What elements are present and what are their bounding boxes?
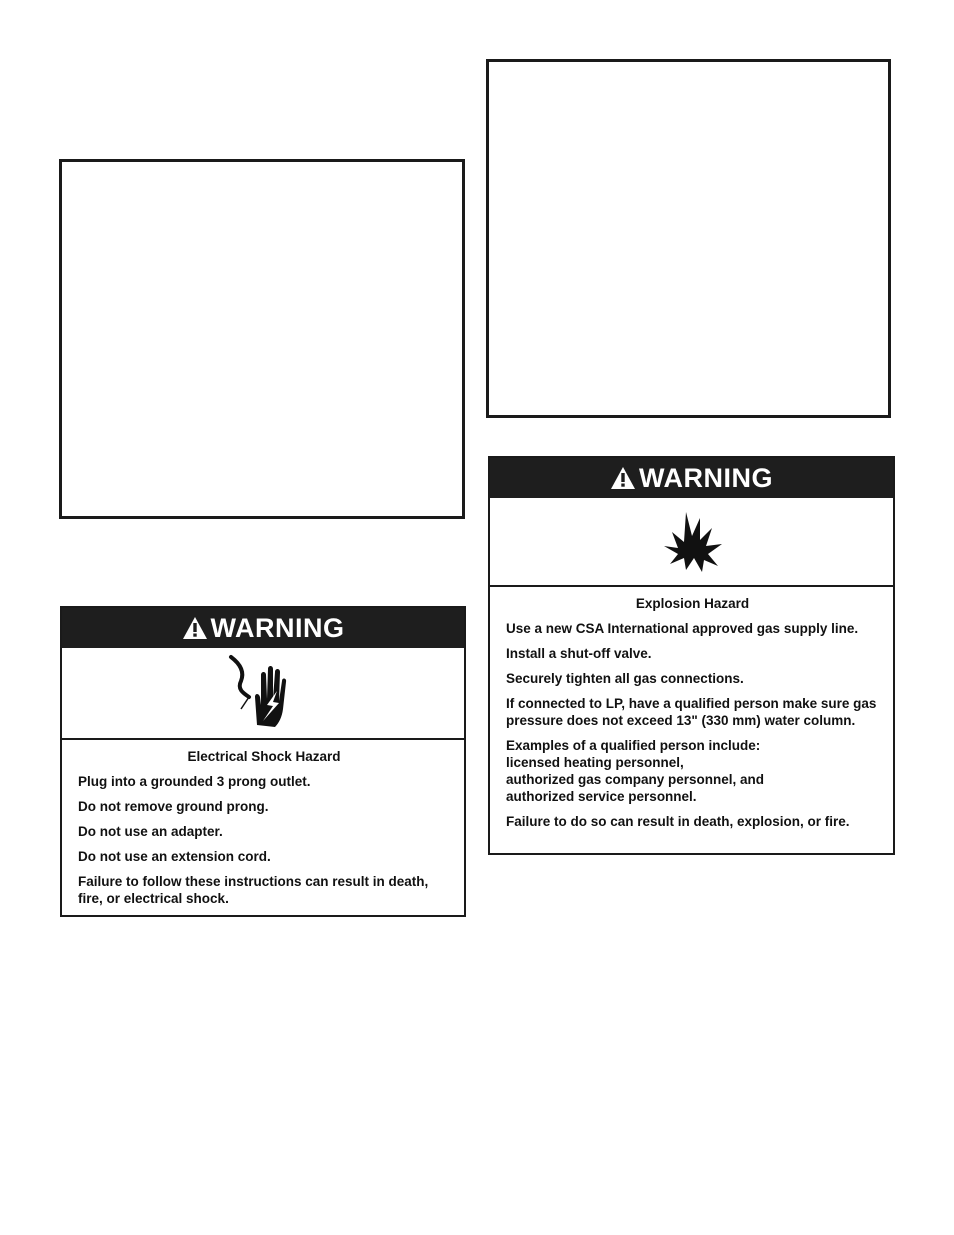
warning-line: Use a new CSA International approved gas supply line. [506, 621, 859, 636]
warning-header [62, 608, 464, 648]
electrical-shock-hand-icon [223, 653, 303, 733]
warning-line: Do not use an adapter. [78, 824, 223, 839]
hazard-icon-panel [490, 498, 893, 587]
qualified-person-item: authorized service personnel. [506, 789, 697, 804]
empty-frame-right [486, 59, 891, 418]
hazard-label: Explosion Hazard [635, 596, 750, 611]
warning-line: If connected to LP, have a qualified person make sure gas pressure does not exceed 13" (330 mm) water column. [506, 696, 877, 728]
qualified-person-item: licensed heating personnel, [506, 755, 684, 770]
warning-line: Do not use an extension cord. [78, 849, 271, 864]
alert-triangle-icon [182, 616, 208, 640]
empty-frame-left [59, 159, 465, 519]
explosion-warning-box [488, 456, 895, 855]
warning-header [490, 458, 893, 498]
warning-line: Examples of a qualified person include: [506, 738, 761, 753]
warning-line: Securely tighten all gas connections. [506, 671, 744, 686]
warning-line: Do not remove ground prong. [78, 799, 269, 814]
electrical-warning-box [60, 606, 466, 917]
alert-triangle-icon [610, 466, 636, 490]
hazard-icon-panel [62, 648, 464, 740]
warning-line: Install a shut-off valve. [506, 646, 652, 661]
warning-title: WARNING [210, 612, 345, 643]
explosion-icon [656, 506, 728, 578]
warning-line: Plug into a grounded 3 prong outlet. [78, 774, 311, 789]
qualified-person-item: authorized gas company personnel, and [506, 772, 765, 787]
hazard-label: Electrical Shock Hazard [187, 749, 341, 764]
warning-title: WARNING [639, 462, 773, 493]
warning-consequence: Failure to follow these instructions can result in death, fire, or electrical shock. [78, 874, 429, 906]
warning-consequence: Failure to do so can result in death, explosion, or fire. [506, 814, 850, 829]
